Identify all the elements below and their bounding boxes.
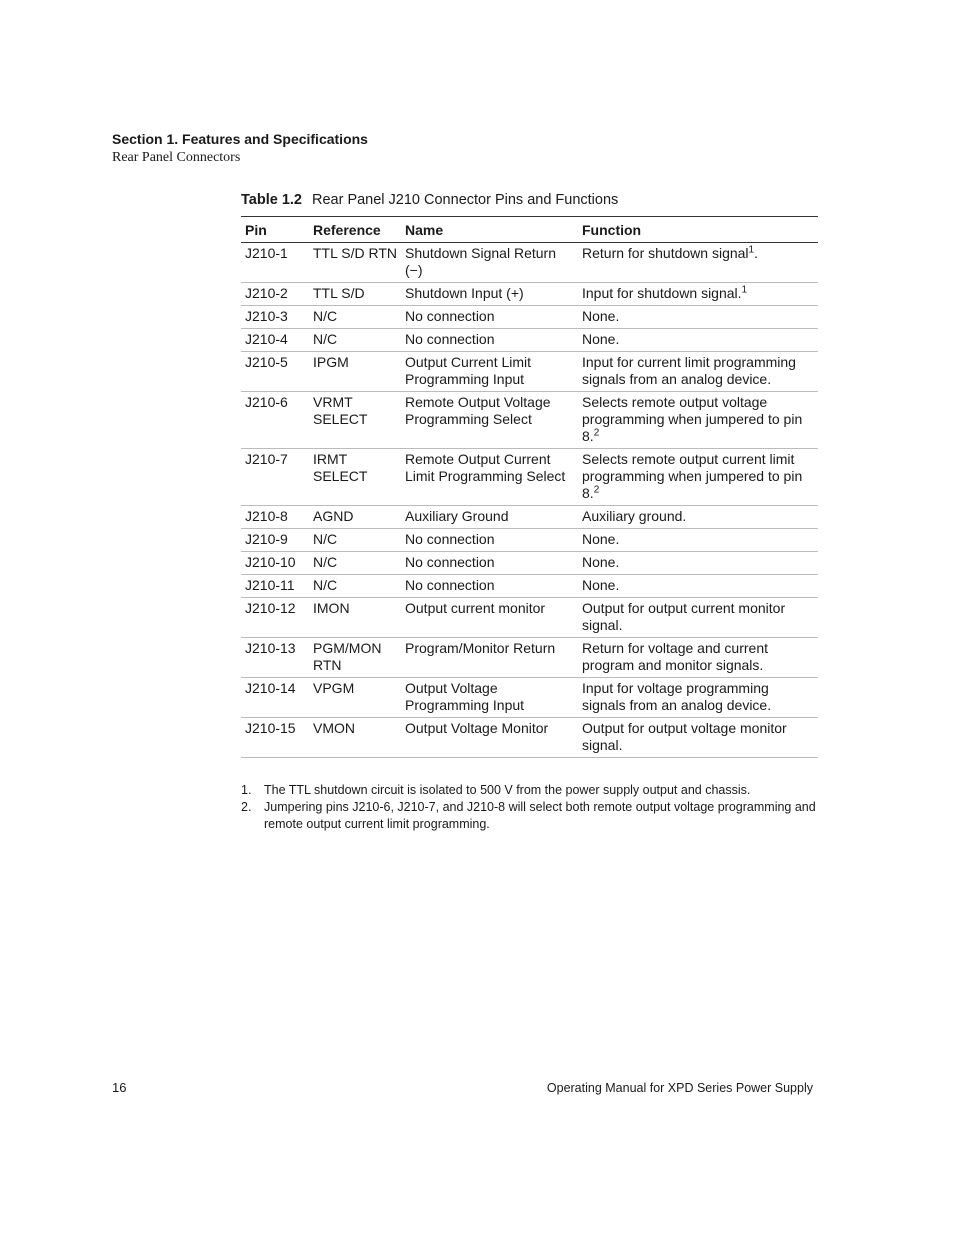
cell-function	[578, 306, 818, 329]
cell-pin: J210-14	[245, 680, 296, 696]
cell-name: Auxiliary Ground	[405, 508, 509, 524]
cell-name: No connection	[405, 531, 495, 547]
section-title: Section 1. Features and Specifications	[112, 131, 368, 147]
table-caption-text: Rear Panel J210 Connector Pins and Functions	[311, 192, 619, 208]
table-header-row	[241, 217, 818, 243]
cell-reference: N/C	[313, 554, 338, 570]
function-text-suffix: .	[754, 245, 758, 261]
cell-name: Shutdown Signal Return (−)	[405, 245, 556, 278]
function-text: Input for shutdown signal.	[582, 285, 742, 301]
function-text: Selects remote output current limit programming when jumpered to pin 8.	[582, 451, 803, 501]
cell-function	[578, 283, 818, 306]
cell-reference: IPGM	[313, 354, 349, 370]
footnote-number: 1.	[241, 783, 252, 797]
function-text: None.	[582, 554, 620, 570]
cell-reference: VMON	[313, 720, 355, 736]
cell-name: No connection	[405, 554, 495, 570]
footnote-ref: 2	[593, 484, 600, 496]
cell-name: Remote Output Voltage Programming Select	[405, 394, 551, 427]
cell-name: Output Current Limit Programming Input	[405, 354, 532, 387]
cell-function	[578, 678, 818, 718]
function-text: Return for shutdown signal	[582, 245, 749, 261]
cell-function	[578, 529, 818, 552]
cell-reference: IRMT SELECT	[313, 451, 368, 484]
function-text: Output for output voltage monitor signal.	[582, 720, 787, 753]
cell-reference: N/C	[313, 308, 338, 324]
function-text: None.	[582, 577, 620, 593]
table-row	[241, 329, 818, 352]
page-number: 16	[112, 1080, 127, 1095]
function-text: Input for current limit programming signals from an analog device.	[582, 354, 796, 387]
function-text: Auxiliary ground.	[582, 508, 687, 524]
function-text: None.	[582, 331, 620, 347]
footnote	[241, 782, 818, 799]
cell-pin: J210-3	[245, 308, 288, 324]
cell-function	[578, 506, 818, 529]
cell-reference: VPGM	[313, 680, 355, 696]
cell-reference: VRMT SELECT	[313, 394, 368, 427]
table-row	[241, 506, 818, 529]
cell-pin: J210-12	[245, 600, 296, 616]
cell-function	[578, 638, 818, 678]
cell-reference: N/C	[313, 531, 338, 547]
table-row	[241, 598, 818, 638]
function-text: None.	[582, 308, 620, 324]
cell-reference: TTL S/D	[313, 285, 365, 301]
cell-pin: J210-6	[245, 394, 288, 410]
column-header-reference: Reference	[313, 221, 381, 238]
function-text: None.	[582, 531, 620, 547]
cell-function	[578, 329, 818, 352]
footnote-text: Jumpering pins J210-6, J210-7, and J210-8 will select both remote output voltage programming and remote output current limit programming.	[264, 800, 816, 831]
footnote-ref: 2	[593, 427, 600, 439]
function-text: Selects remote output voltage programming when jumpered to pin 8.	[582, 394, 803, 444]
cell-reference: N/C	[313, 331, 338, 347]
cell-function	[578, 352, 818, 392]
cell-pin: J210-2	[245, 285, 288, 301]
cell-pin: J210-7	[245, 451, 288, 467]
cell-function	[578, 598, 818, 638]
footnote-text: The TTL shutdown circuit is isolated to 500 V from the power supply output and chassis.	[264, 783, 751, 797]
cell-reference: IMON	[313, 600, 350, 616]
column-header-pin: Pin	[245, 221, 267, 238]
table-row	[241, 306, 818, 329]
table-number: Table 1.2	[241, 192, 302, 208]
cell-pin: J210-13	[245, 640, 296, 656]
table-row	[241, 552, 818, 575]
cell-name: Output Voltage Programming Input	[405, 680, 525, 713]
table-row	[241, 352, 818, 392]
cell-name: Program/Monitor Return	[405, 640, 556, 656]
cell-pin: J210-9	[245, 531, 288, 547]
cell-pin: J210-4	[245, 331, 288, 347]
footnotes	[241, 782, 818, 833]
table-row	[241, 243, 818, 283]
footnote-number: 2.	[241, 800, 252, 814]
table-body	[241, 243, 818, 758]
cell-reference: PGM/MON RTN	[313, 640, 382, 673]
cell-pin: J210-10	[245, 554, 296, 570]
column-header-function: Function	[582, 221, 642, 238]
footnote	[241, 799, 818, 833]
cell-reference: N/C	[313, 577, 338, 593]
cell-name: Remote Output Current Limit Programming Select	[405, 451, 566, 484]
cell-reference: TTL S/D RTN	[313, 245, 398, 261]
cell-function	[578, 718, 818, 758]
table-row	[241, 638, 818, 678]
cell-pin: J210-5	[245, 354, 288, 370]
connector-table-container	[241, 216, 818, 758]
footnote-ref: 1	[748, 244, 755, 256]
table-row	[241, 449, 818, 506]
cell-name: No connection	[405, 331, 495, 347]
table-row	[241, 283, 818, 306]
column-header-name: Name	[405, 221, 444, 238]
cell-name: No connection	[405, 577, 495, 593]
cell-function	[578, 575, 818, 598]
function-text: Output for output current monitor signal.	[582, 600, 786, 633]
function-text: Input for voltage programming signals from an analog device.	[582, 680, 772, 713]
cell-name: No connection	[405, 308, 495, 324]
cell-name: Shutdown Input (+)	[405, 285, 524, 301]
cell-name: Output Voltage Monitor	[405, 720, 549, 736]
table-caption	[241, 192, 618, 208]
cell-pin: J210-8	[245, 508, 288, 524]
cell-name: Output current monitor	[405, 600, 546, 616]
connector-table	[241, 216, 818, 758]
cell-pin: J210-1	[245, 245, 288, 261]
subsection-title: Rear Panel Connectors	[112, 150, 241, 165]
cell-function	[578, 392, 818, 449]
cell-reference: AGND	[313, 508, 354, 524]
cell-function	[578, 449, 818, 506]
table-row	[241, 575, 818, 598]
table-row	[241, 529, 818, 552]
table-row	[241, 392, 818, 449]
cell-pin: J210-15	[245, 720, 296, 736]
cell-function	[578, 243, 818, 283]
table-row	[241, 678, 818, 718]
cell-pin: J210-11	[245, 577, 295, 593]
footnote-ref: 1	[741, 284, 748, 296]
cell-function	[578, 552, 818, 575]
function-text: Return for voltage and current program and monitor signals.	[582, 640, 768, 673]
manual-title: Operating Manual for XPD Series Power Supply	[546, 1081, 813, 1095]
table-row	[241, 718, 818, 758]
